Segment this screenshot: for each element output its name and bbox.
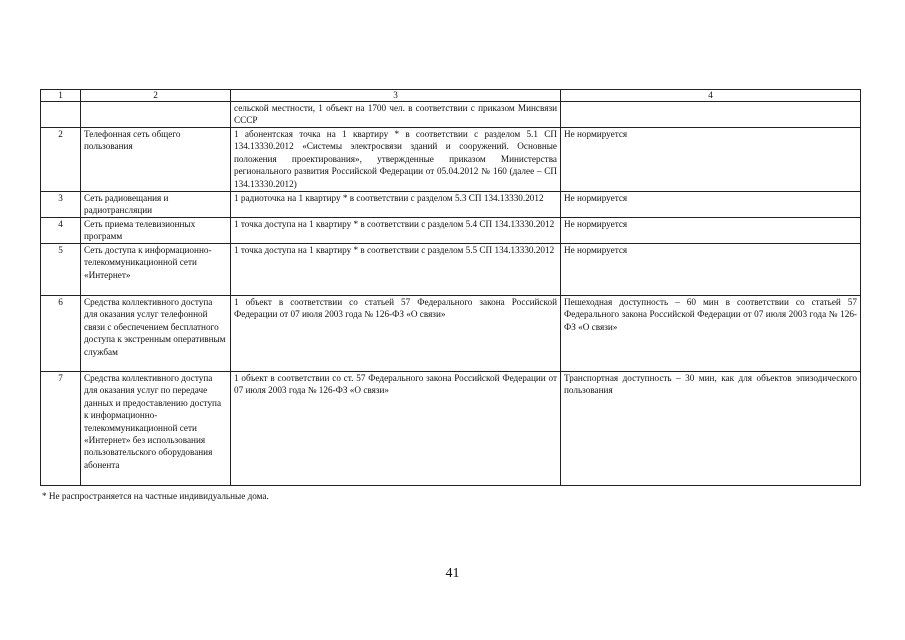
row-norm: 1 точка доступа на 1 квартиру * в соответствии с разделом 5.5 СП 134.13330.2012 (231, 244, 561, 296)
footnote: * Не распространяется на частные индивидуальные дома. (42, 491, 269, 501)
table-row (41, 372, 861, 486)
row-name: Средства коллективного доступа для оказания услуг по передаче данных и предоставлению доступа к информационно-телекоммуникационной сети «Интернет» без использования пользовательского оборудования абонента (81, 372, 231, 486)
row-name: Сеть радиовещания и радиотрансляции (81, 192, 231, 218)
row-name (81, 102, 231, 128)
row-norm: 1 радиоточка на 1 квартиру * в соответствии с разделом 5.3 СП 134.13330.2012 (231, 192, 561, 218)
table-row (41, 244, 861, 296)
page-number: 41 (445, 566, 460, 581)
header-col-3: 3 (231, 90, 561, 102)
table-row (41, 102, 861, 128)
header-col-4: 4 (561, 90, 861, 102)
row-norm: 1 объект в соответствии со статьей 57 Федерального закона Российской Федерации от 07 июля 2003 года № 126-ФЗ «О связи» (231, 296, 561, 372)
table-row (41, 218, 861, 244)
row-number: 6 (41, 296, 81, 372)
header-col-1: 1 (41, 90, 81, 102)
requirements-table (40, 89, 861, 486)
row-access: Не нормируется (561, 218, 861, 244)
row-norm: сельской местности, 1 объект на 1700 чел. в соответствии с приказом Минсвязи СССР (231, 102, 561, 128)
row-access: Не нормируется (561, 192, 861, 218)
row-norm: 1 точка доступа на 1 квартиру * в соответствии с разделом 5.4 СП 134.13330.2012 (231, 218, 561, 244)
row-name: Средства коллективного доступа для оказания услуг телефонной связи с обеспечением бесплатного доступа к экстренным оперативным службам (81, 296, 231, 372)
table-header-row (41, 90, 861, 102)
table-row (41, 296, 861, 372)
row-access: Не нормируется (561, 128, 861, 192)
row-name: Сеть доступа к информационно-телекоммуникационной сети «Интернет» (81, 244, 231, 296)
row-number: 7 (41, 372, 81, 486)
row-access (561, 102, 861, 128)
row-number: 2 (41, 128, 81, 192)
row-norm: 1 объект в соответствии со ст. 57 Федерального закона Российской Федерации от 07 июля 2003 года № 126-ФЗ «О связи» (231, 372, 561, 486)
row-name: Телефонная сеть общего пользования (81, 128, 231, 192)
row-name: Сеть приема телевизионных программ (81, 218, 231, 244)
row-access: Не нормируется (561, 244, 861, 296)
row-number: 5 (41, 244, 81, 296)
row-norm: 1 абонентская точка на 1 квартиру * в соответствии с разделом 5.1 СП 134.13330.2012 «Системы электросвязи зданий и сооружений. Основные положения проектирования», утвержденные приказом Министерства регионального развития Российской Федерации от 05.04.2012 № 160 (далее – СП 134.13330.2012) (231, 128, 561, 192)
header-col-2: 2 (81, 90, 231, 102)
table-row (41, 128, 861, 192)
table-row (41, 192, 861, 218)
row-number: 4 (41, 218, 81, 244)
row-number (41, 102, 81, 128)
row-number: 3 (41, 192, 81, 218)
row-access: Пешеходная доступность – 60 мин в соответствии со статьей 57 Федерального закона Российской Федерации от 07 июля 2003 года № 126-ФЗ «О связи» (561, 296, 861, 372)
row-access: Транспортная доступность – 30 мин, как для объектов эпизодического пользования (561, 372, 861, 486)
